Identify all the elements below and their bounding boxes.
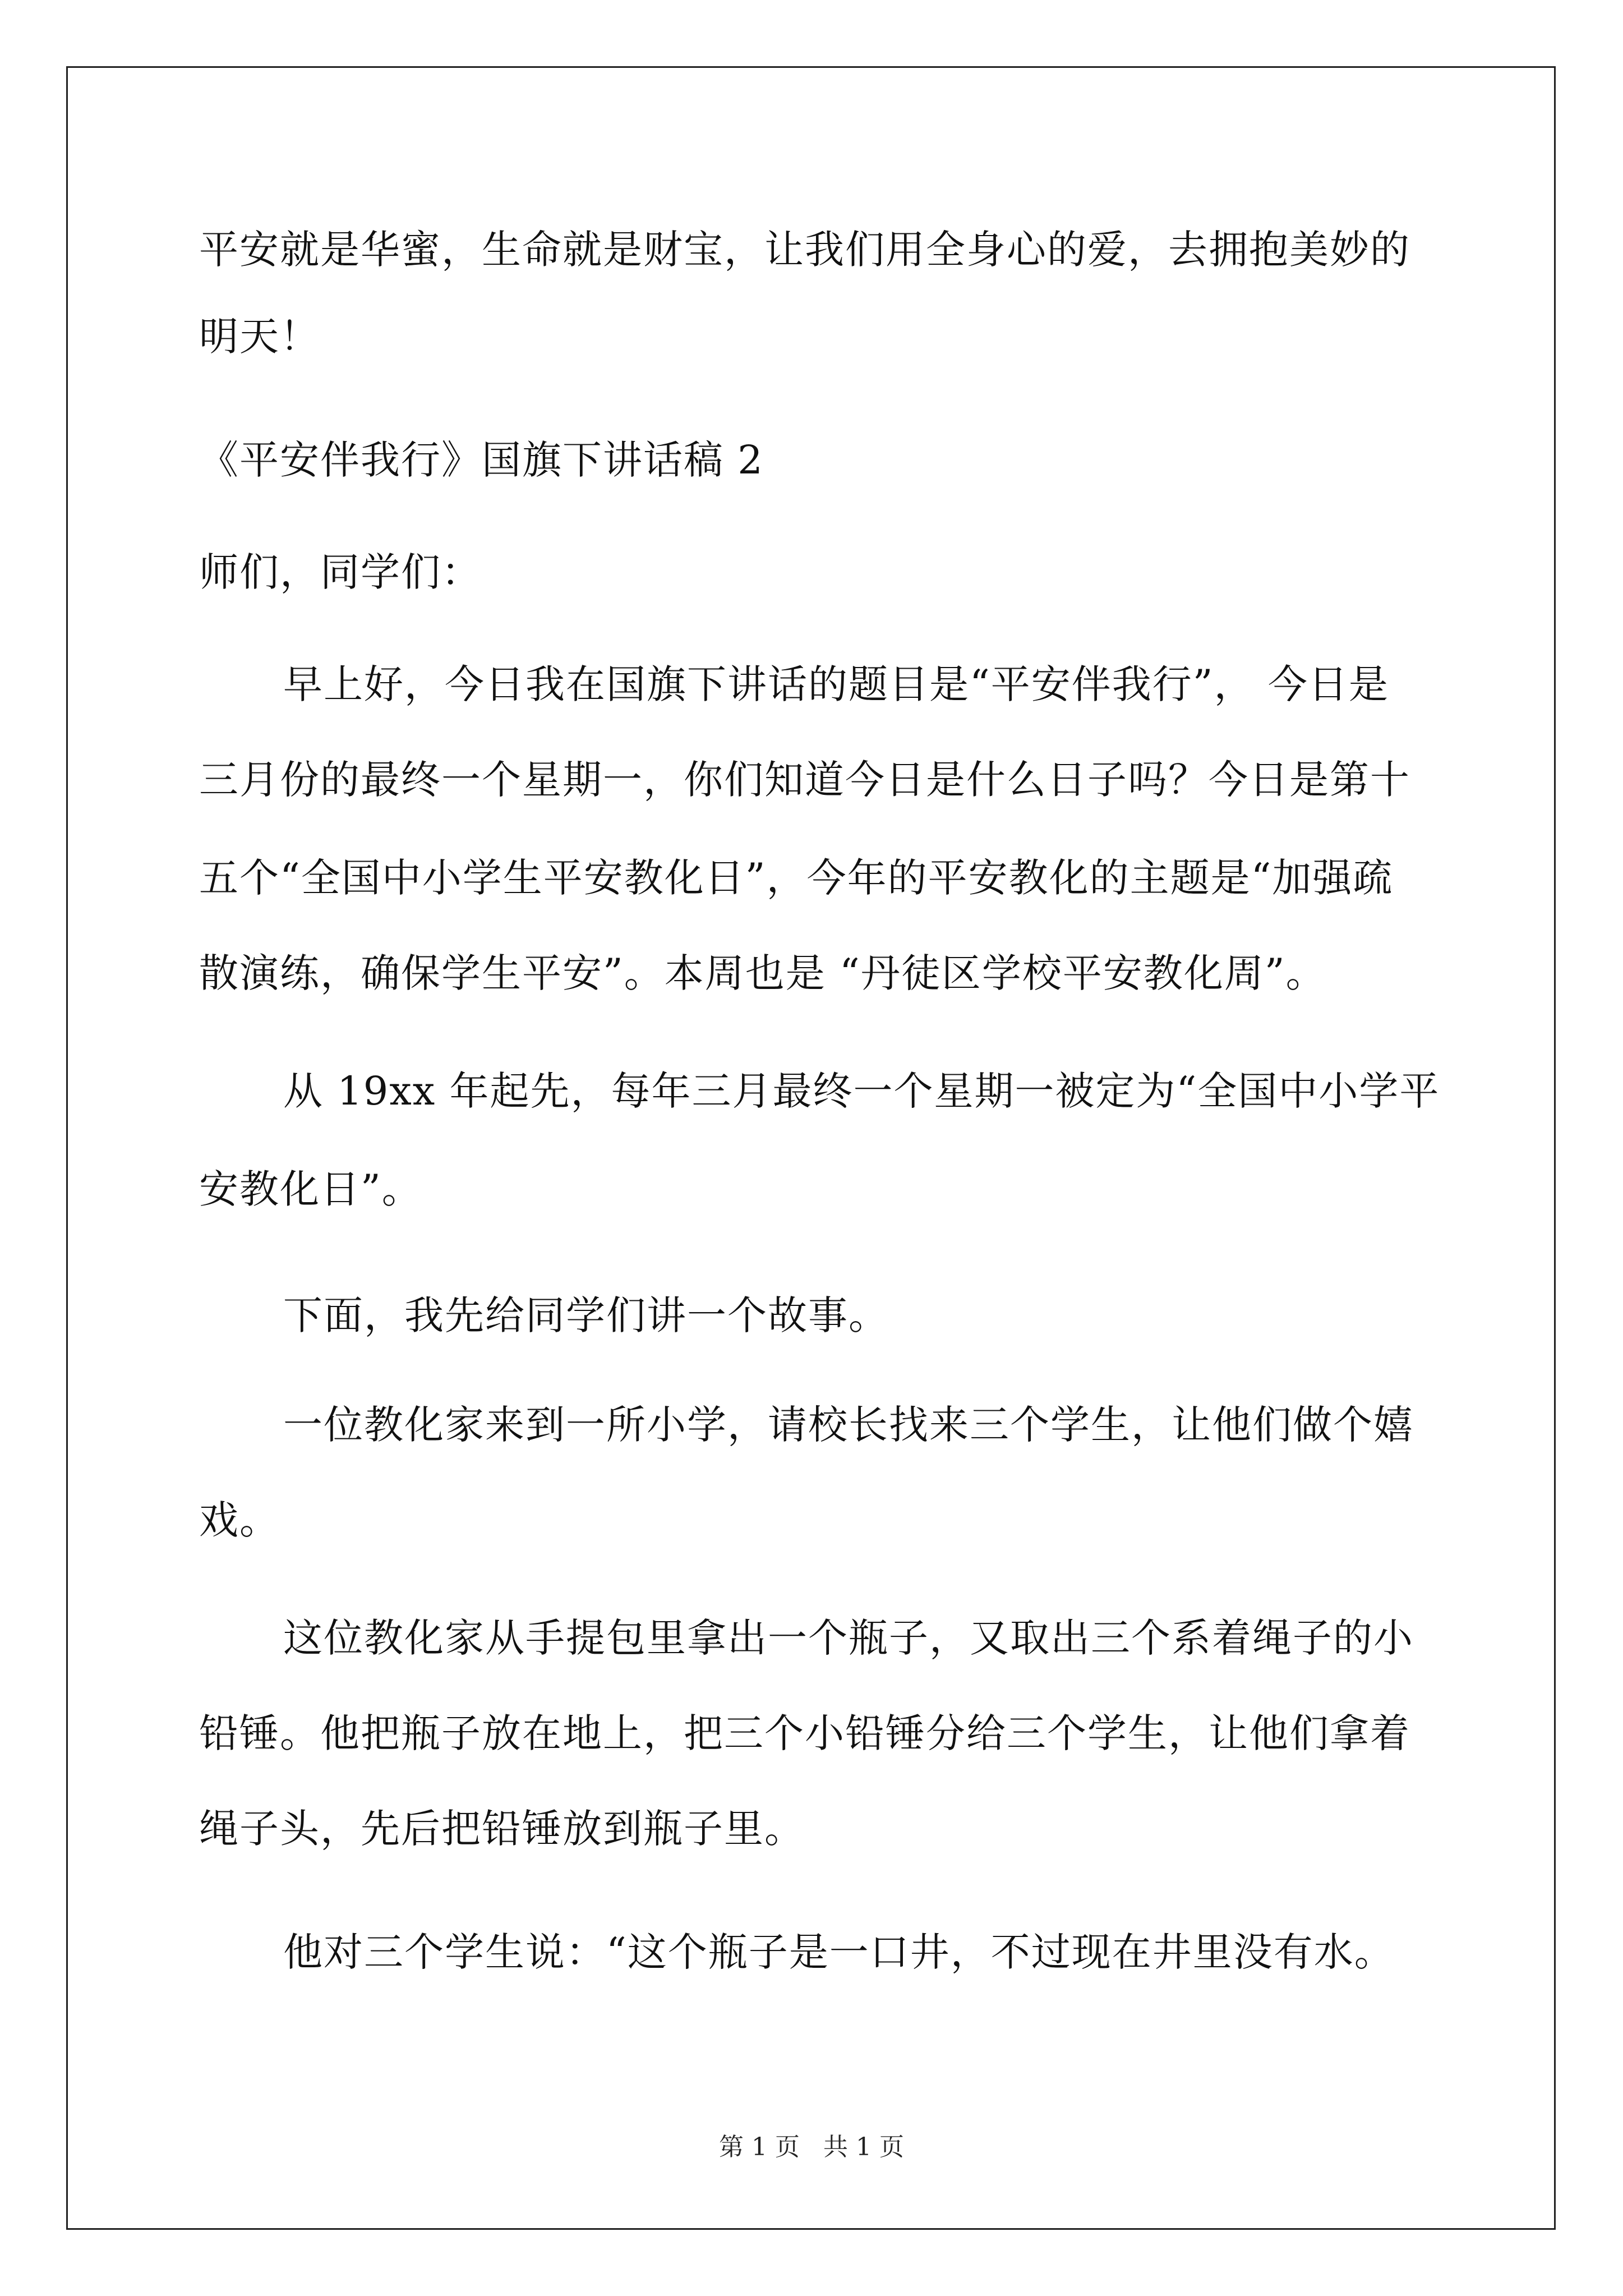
paragraph-line: 早上好，今日我在国旗下讲话的题目是“平安伴我行”， 今日是 [283,661,1389,707]
paragraph-line: 戏。 [199,1497,280,1543]
salutation: 师们，同学们： [199,549,482,595]
page-footer [0,2131,1623,2164]
page-border [66,66,1556,2230]
paragraph-line: 绳子头，先后把铅锤放到瓶子里。 [199,1806,805,1852]
paragraph-line: 这位教化家从手提包里拿出一个瓶子，又取出三个系着绳子的小 [283,1615,1414,1661]
page-total: 共 1 页 [823,2133,904,2161]
paragraph-line: 铅锤。他把瓶子放在地上，把三个小铅锤分给三个学生，让他们拿着 [199,1710,1410,1756]
paragraph-line: 他对三个学生说：“这个瓶子是一口井，不过现在井里没有水。 [283,1929,1395,1975]
page-number: 第 1 页 [719,2133,800,2161]
paragraph-line: 下面，我先给同学们讲一个故事。 [283,1292,889,1338]
paragraph-line: 从 19xx 年起先，每年三月最终一个星期一被定为“全国中小学平 [283,1068,1440,1114]
paragraph-line: 一位教化家来到一所小学，请校长找来三个学生，让他们做个嬉 [283,1402,1414,1448]
paragraph-line: 明天！ [199,314,320,360]
paragraph-line: 三月份的最终一个星期一，你们知道今日是什么日子吗？今日是第十 [199,757,1410,803]
paragraph-line: 五个“全国中小学生平安教化日”，今年的平安教化的主题是“加强疏 [199,855,1394,901]
paragraph-line: 散演练，确保学生平安”。本周也是 “丹徒区学校平安教化周”。 [199,950,1326,996]
paragraph-line: 平安就是华蜜，生命就是财宝，让我们用全身心的爱，去拥抱美妙的 [199,227,1410,273]
section-heading: 《平安伴我行》国旗下讲话稿 2 [199,437,764,483]
paragraph-line: 安教化日”。 [199,1166,422,1212]
